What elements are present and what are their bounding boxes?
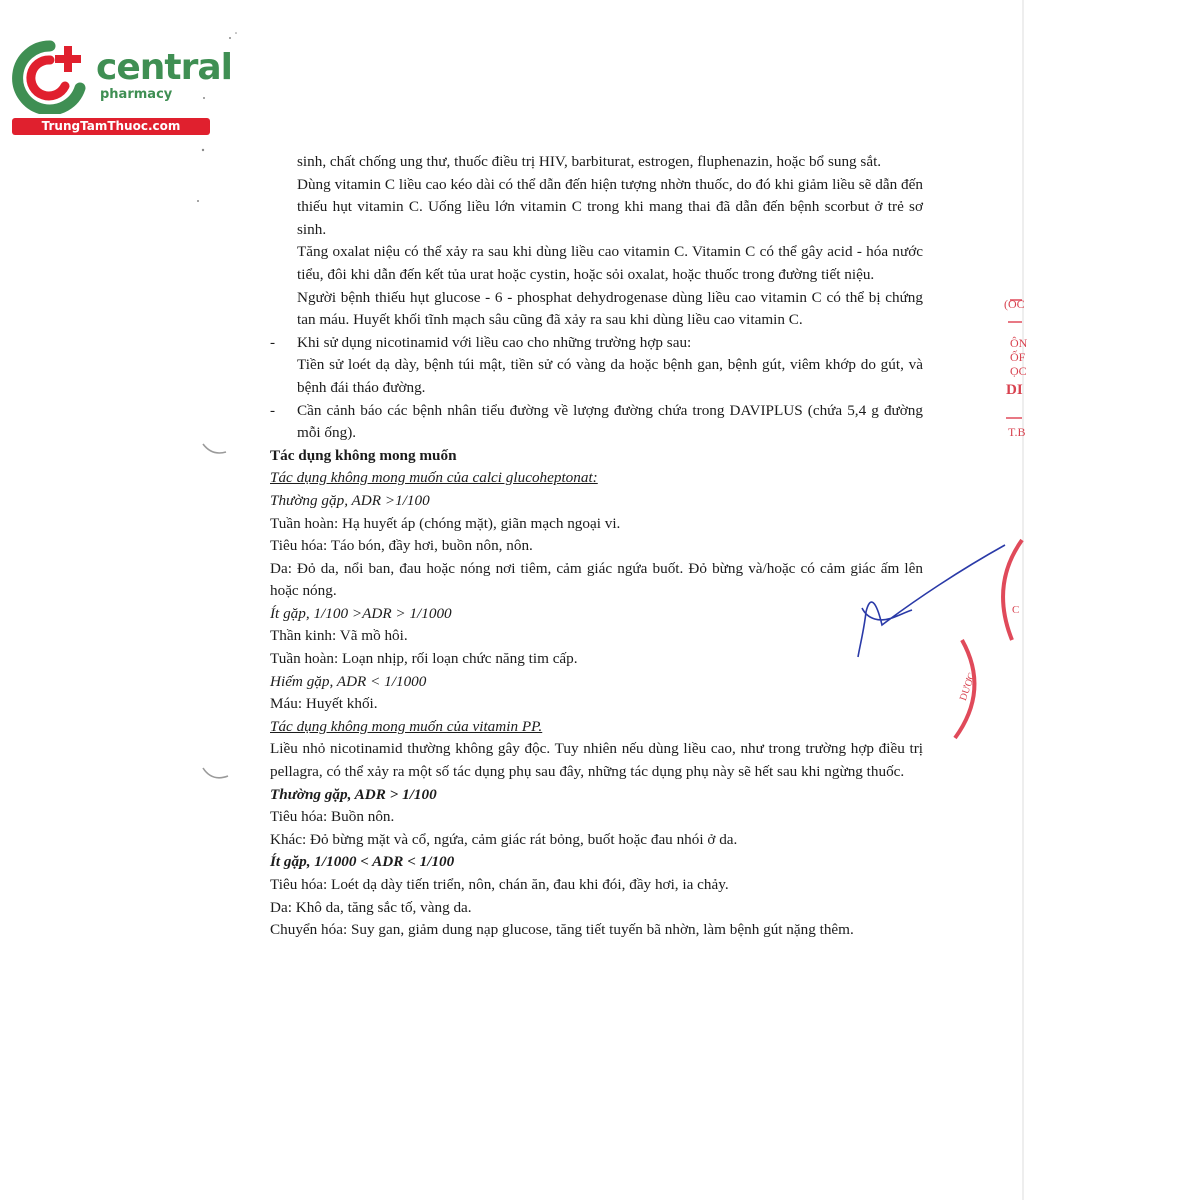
pharmacy-cross-icon bbox=[10, 38, 90, 114]
vitpp-skin: Da: Khô da, tăng sắc tố, vàng da. bbox=[270, 898, 472, 916]
bullet-diabetes-warning: - Cần cảnh báo các bệnh nhân tiểu đường về lượng đường chứa trong DAVIPLUS (chứa 5,4 g đường mỗi ống). bbox=[270, 400, 923, 445]
bullet-nicotinamide: - Khi sử dụng nicotinamid với liều cao cho những trường hợp sau: bbox=[270, 332, 923, 355]
margin-mark: DI bbox=[1006, 382, 1023, 398]
vitpp-heading: Tác dụng không mong muốn của vitamin PP. bbox=[270, 717, 543, 735]
margin-mark: (OC bbox=[1004, 297, 1025, 311]
paragraph-oxalate: Tăng oxalat niệu có thể xảy ra sau khi dùng liều cao vitamin C. Vitamin C có thể gây acid - hóa nước tiểu, đôi khi dẫn đến kết tủa urat hoặc cystin, hoặc sỏi oxalat, hoặc thuốc trong đường tiết niệu. bbox=[297, 243, 923, 283]
calci-heading: Tác dụng không mong muốn của calci glucoheptonat: bbox=[270, 469, 598, 487]
calci-circulation-2: Tuần hoàn: Loạn nhịp, rối loạn chức năng tim cấp. bbox=[270, 650, 578, 668]
calci-skin: Da: Đỏ da, nổi ban, đau hoặc nóng nơi tiêm, cảm giác ngứa buốt. Đỏ bừng và/hoặc có cảm giác ấm lên hoặc nóng. bbox=[270, 559, 923, 600]
vitpp-metabolism: Chuyển hóa: Suy gan, giảm dung nạp glucose, tăng tiết tuyến bã nhờn, làm bệnh gút nặng thêm. bbox=[270, 921, 854, 939]
stamp-text: C bbox=[1012, 604, 1020, 616]
document-body bbox=[270, 151, 923, 942]
calci-circulation: Tuần hoàn: Hạ huyết áp (chóng mặt), giãn mạch ngoại vi. bbox=[270, 514, 621, 532]
bullet-nicotinamide-detail: Tiền sử loét dạ dày, bệnh túi mật, tiền sử có vàng da hoặc bệnh gan, bệnh gút, viêm khớp do gút, và bệnh đái tháo đường. bbox=[297, 356, 923, 396]
calci-rare-label: Hiếm gặp, ADR < 1/1000 bbox=[270, 672, 427, 690]
vitpp-digestive-2: Tiêu hóa: Loét dạ dày tiến triển, nôn, chán ăn, đau khi đói, đầy hơi, ia chảy. bbox=[270, 876, 729, 893]
section-title: Tác dụng không mong muốn bbox=[270, 446, 457, 464]
margin-mark: ỐF bbox=[1010, 350, 1026, 364]
brand-website[interactable]: TrungTamThuoc.com bbox=[12, 118, 210, 135]
calci-blood: Máu: Huyết khối. bbox=[270, 695, 378, 713]
brand-name: central bbox=[96, 47, 232, 88]
calci-nervous: Thần kinh: Vã mồ hôi. bbox=[270, 627, 408, 645]
vitpp-uncommon-label: Ít gặp, 1/1000 < ADR < 1/100 bbox=[270, 853, 455, 871]
calci-uncommon-label: Ít gặp, 1/100 >ADR > 1/1000 bbox=[270, 604, 452, 622]
calci-digestive: Tiêu hóa: Táo bón, đầy hơi, buồn nôn, nôn. bbox=[270, 537, 533, 555]
calci-common-label: Thường gặp, ADR >1/100 bbox=[270, 491, 430, 509]
vitpp-other: Khác: Đỏ bừng mặt và cổ, ngứa, cảm giác rát bỏng, buốt hoặc đau nhói ở da. bbox=[270, 830, 738, 848]
vitpp-digestive: Tiêu hóa: Buồn nôn. bbox=[270, 808, 395, 826]
margin-mark: ỌC bbox=[1010, 364, 1027, 378]
vitpp-common-label: Thường gặp, ADR > 1/100 bbox=[270, 785, 437, 803]
margin-mark: ÔN bbox=[1010, 336, 1028, 350]
brand-subtitle: pharmacy bbox=[100, 87, 173, 102]
paragraph-vitamin-c-tolerance: Dùng vitamin C liều cao kéo dài có thể dẫn đến hiện tượng nhờn thuốc, do đó khi giảm liều sẽ dẫn đến thiếu hụt vitamin C. Uống liều lớn vitamin C trong khi mang thai đã dẫn đến bệnh scorbut ở trẻ sơ sinh. bbox=[297, 175, 923, 238]
margin-mark: T.B bbox=[1008, 425, 1026, 439]
page-edge bbox=[1022, 0, 1024, 1200]
paragraph-interactions-tail: sinh, chất chống ung thư, thuốc điều trị HIV, barbiturat, estrogen, fluphenazin, hoặc bổ sung sắt. bbox=[297, 153, 882, 170]
stamp-text: DƯỢC bbox=[957, 671, 979, 703]
vitpp-intro: Liều nhỏ nicotinamid thường không gây độc. Tuy nhiên nếu dùng liều cao, như trong trường hợp điều trị pellagra, có thể xảy ra một số tác dụng phụ sau đây, những tác dụng phụ này sẽ hết sau khi ngừng thuốc. bbox=[270, 740, 923, 781]
punch-hole-icon bbox=[203, 444, 228, 778]
paragraph-g6pd: Người bệnh thiếu hụt glucose - 6 - phosphat dehydrogenase dùng liều cao vitamin C có thể bị chứng tan máu. Huyết khối tĩnh mạch sâu cũng đã xảy ra sau khi dùng liều cao vitamin C. bbox=[297, 288, 923, 329]
brand-logo[interactable] bbox=[10, 36, 232, 136]
